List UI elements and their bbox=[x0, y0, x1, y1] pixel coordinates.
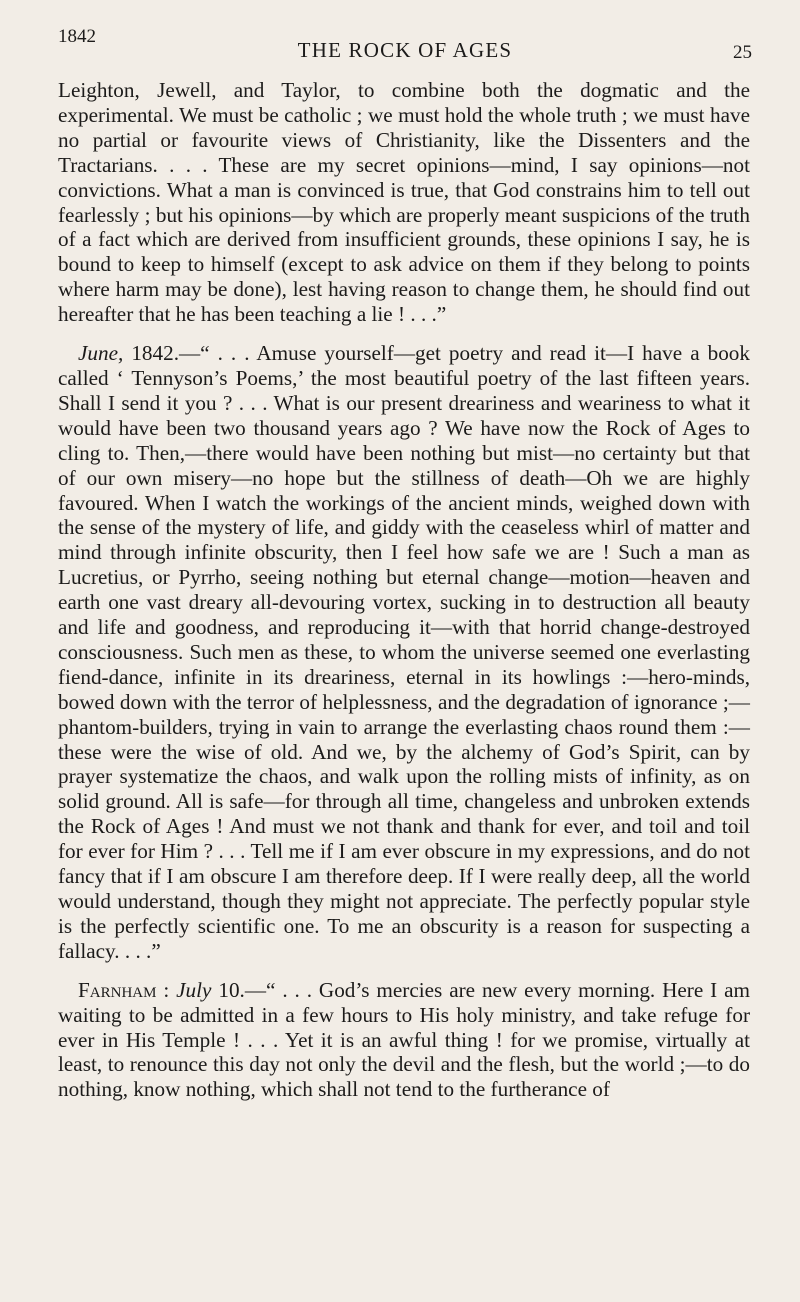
entry-date-month: June, bbox=[78, 341, 124, 366]
entry-date-month: July bbox=[176, 977, 212, 1002]
body-text bbox=[58, 78, 750, 1102]
page-number: 25 bbox=[733, 42, 752, 63]
paragraph-june-entry bbox=[58, 341, 750, 964]
paragraph-text: Leighton, Jewell, and Taylor, to combine both the dogmatic and the experimental. We must be catholic ; we must hold the whole truth ; we must have no partial or favourite views of Christianity, like the Dissenters and the Tractarians. . . . These are my secret opinions—mind, I say opinions—not convictions. What a man is convinced is true, that God constrains him to tell out fearlessly ; but his opinions—by which are properly meant suspicions of the truth of a fact which are derived from insufficient grounds, these opinions I say, he is bound to keep to himself (except to ask advice on them if they belong to points where harm may be done), lest having reason to change them, he should find out hereafter that he has been teaching a lie ! . . .” bbox=[58, 78, 750, 327]
entry-place: Farnham : bbox=[78, 977, 170, 1002]
paragraph-text: 1842.—“ . . . Amuse yourself—get poetry and read it—I have a book called ‘ Tennyson’s Poems,’ the most beautiful poetry of the last fifteen years. Shall I send it you ? . . . What is our present dreariness and weariness to what it would have been two thousand years ago ? We have now the Rock of Ages to cling to. Then,—there would have been nothing but mist—no certainty but that of our own misery—no hope but the stillness of death—Oh we are highly favoured. When I watch the workings of the ancient minds, weighed down with the sense of the mystery of life, and giddy with the ceaseless whirl of matter and mind through infinite obscurity, then I feel how safe we are ! Such a man as Lucretius, or Pyrrho, seeing nothing but eternal change—motion—heaven and earth one vast dreary all-devouring vortex, sucking in to destruction all beauty and life and goodness, and reproducing it—with that horrid change-destroyed consciousness. Such men as these, to whom the universe seemed one everlasting fiend-dance, infinite in its dreariness, eternal in its howlings :—hero-minds, bowed down with the terror of helplessness, and the degradation of ignorance ;—phantom-builders, trying in vain to arrange the everlasting chaos round them :—these were the wise of old. And we, by the alchemy of God’s Spirit, can by prayer systematize the chaos, and walk upon the rolling mists of infinity, as on solid ground. All is safe—for through all time, changeless and unbroken extends the Rock of Ages ! And must we not thank and thank for ever, and toil and toil for ever for Him ? . . . Tell me if I am ever obscure in my expressions, and do not fancy that if I am obscure I am therefore deep. If I were really deep, all the world would understand, though they might not appreciate. The perfectly popular style is the perfectly scientific one. To me an obscurity is a reason for suspecting a fallacy. . . .” bbox=[58, 341, 750, 963]
header-year: 1842 bbox=[58, 26, 96, 47]
paragraph-farnham-entry bbox=[58, 978, 750, 1103]
running-header bbox=[58, 20, 752, 63]
paragraph-text: 10.—“ . . . God’s mercies are new every morning. Here I am waiting to be admitted in a few hours to His holy ministry, and take refuge for ever in His Temple ! . . . Yet it is an awful thing ! for we promise, virtually at least, to renounce this day not only the devil and the flesh, but the world ;—to do nothing, know nothing, which shall not tend to the furtherance of bbox=[58, 977, 751, 1102]
running-title: THE ROCK OF AGES bbox=[297, 38, 513, 62]
paragraph-letter-continuation bbox=[58, 78, 750, 327]
